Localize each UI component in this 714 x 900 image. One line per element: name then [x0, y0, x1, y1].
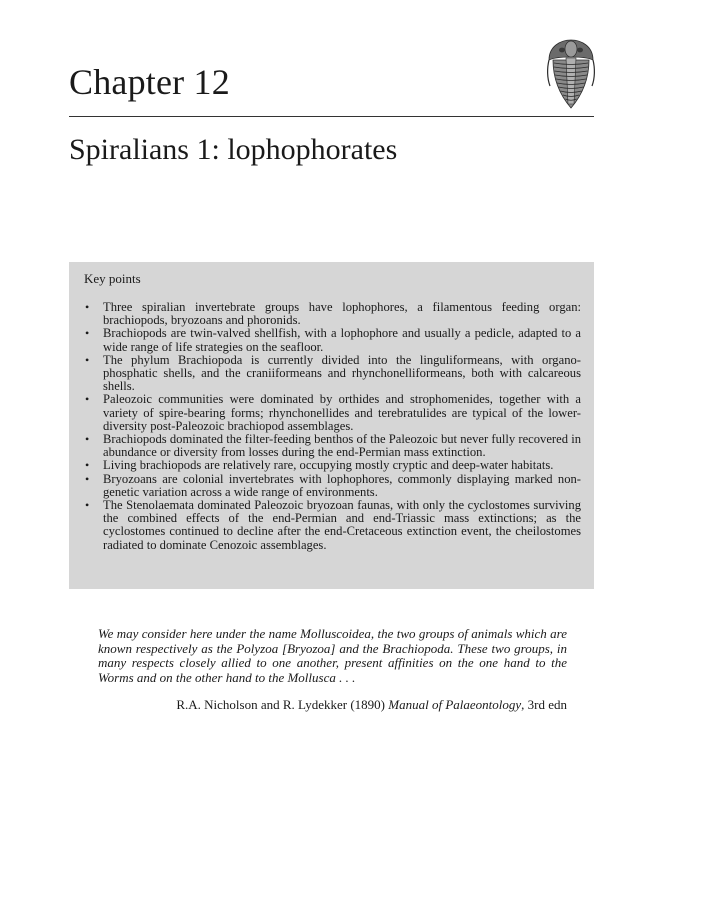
bullet-icon: • — [85, 300, 90, 314]
key-points-box — [69, 262, 594, 589]
bullet-icon: • — [85, 326, 90, 341]
key-point-item — [84, 473, 581, 499]
chapter-title: Spiralians 1: lophophorates — [69, 133, 398, 166]
key-point-text: Bryozoans are colonial invertebrates with lophophores, commonly displaying marked non-genetic variation across a wide range of environments. — [103, 471, 581, 499]
key-point-text: The Stenolaemata dominated Paleozoic bryozoan faunas, with only the cyclostomes surviving the combined effects of the end-Permian and end-Triassic mass extinctions; as the cyclostomes continued to decline after the end-Cretaceous extinction event, the cheilostomes radiated to dominate Cenozoic assemblages. — [103, 498, 581, 552]
key-point-text: Brachiopods are twin-valved shellfish, with a lophophore and usually a pedicle, adapted to a wide range of life strategies on the seafloor. — [103, 326, 581, 354]
bullet-icon: • — [85, 458, 90, 473]
key-point-text: Three spiralian invertebrate groups have lophophores, a filamentous feeding organ: brachiopods, bryozoans and phoronids. — [103, 300, 581, 328]
epigraph-attribution — [98, 697, 567, 713]
trilobite-icon — [543, 38, 599, 110]
key-points-title: Key points — [84, 271, 141, 286]
key-point-text: Paleozoic communities were dominated by orthides and strophomenides, together with a variety of spire-bearing forms; rhynchonellides and terebratulides are typical of the lower-diversity post-Paleozoic brachiopod assemblages. — [103, 392, 581, 433]
epigraph-edition: , 3rd edn — [521, 697, 567, 712]
epigraph-quote: We may consider here under the name Molluscoidea, the two groups of animals which are known respectively as the Polyzoa [Bryozoa] and the Brachiopoda. These two groups, in many respects closely allied to one another, present affinities on the one hand to the Worms and on the other hand to the Mollusca . . . — [98, 626, 567, 685]
bullet-icon: • — [85, 498, 90, 513]
epigraph-author: R.A. Nicholson and R. Lydekker (1890) — [176, 697, 386, 712]
bullet-icon: • — [85, 471, 90, 486]
key-point-item — [84, 499, 581, 552]
key-point-item — [84, 433, 581, 459]
bullet-icon: • — [85, 392, 90, 407]
bullet-icon: • — [85, 352, 90, 367]
key-point-text: Brachiopods dominated the filter-feeding benthos of the Paleozoic but never fully recovered in abundance or diversity from losses during the end-Permian mass extinction. — [103, 432, 581, 460]
key-point-item — [84, 354, 581, 394]
key-point-text: Living brachiopods are relatively rare, occupying mostly cryptic and deep-water habitats. — [103, 458, 554, 473]
key-point-item — [84, 393, 581, 433]
header-rule — [69, 116, 594, 117]
chapter-label: Chapter 12 — [69, 62, 230, 102]
epigraph-work: Manual of Palaeontology — [388, 697, 522, 712]
key-point-item — [84, 327, 581, 353]
key-point-text: The phylum Brachiopoda is currently divided into the linguliformeans, with organo-phosphatic shells, and the craniiformeans and rhynchonelliformeans, both with calcareous shells. — [103, 352, 581, 394]
bullet-icon: • — [85, 432, 90, 447]
key-points-list — [84, 301, 581, 552]
key-point-item — [84, 301, 581, 327]
